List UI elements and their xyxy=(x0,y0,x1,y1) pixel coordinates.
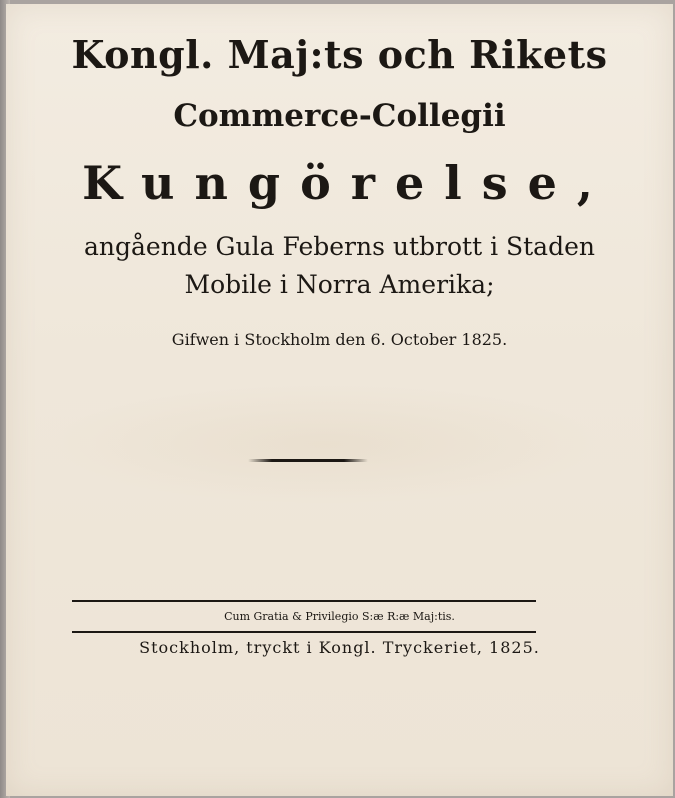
top-rule xyxy=(72,600,536,602)
bottom-rule xyxy=(72,631,536,633)
subject-line-2: Mobile i Norra Amerika; xyxy=(184,270,495,299)
privilege-line: Cum Gratia & Privilegio S:æ R:æ Maj:tis. xyxy=(224,610,455,623)
imprint-line: Stockholm, tryckt i Kongl. Tryckeriet, 1825. xyxy=(139,638,540,657)
ornament-divider xyxy=(248,459,368,462)
document-page xyxy=(6,4,673,796)
dateline: Gifwen i Stockholm den 6. October 1825. xyxy=(171,330,508,349)
title-line-1: Kongl. Maj:ts och Rikets xyxy=(71,32,608,77)
paper-stain xyxy=(46,384,606,504)
title-line-3: Kungörelse, xyxy=(82,156,613,210)
title-line-2: Commerce-Collegii xyxy=(173,98,506,134)
subject-line-1: angående Gula Feberns utbrott i Staden xyxy=(84,232,595,261)
